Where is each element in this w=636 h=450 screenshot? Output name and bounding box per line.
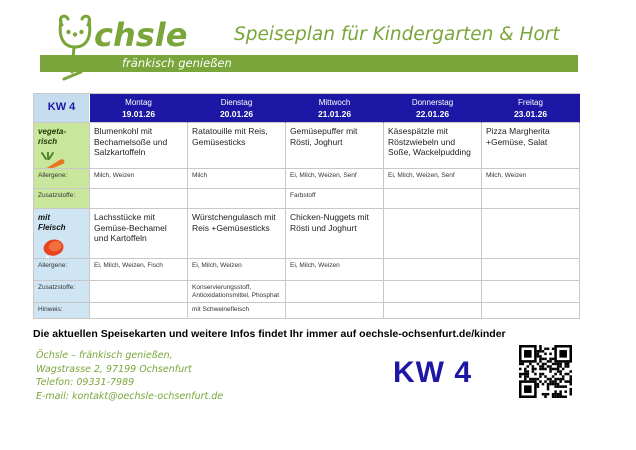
- allergene-cell-1-2: Ei, Milch, Weizen: [286, 259, 384, 281]
- zusatzstoffe-cell-0-1: [188, 189, 286, 209]
- day-header-montag: [90, 94, 188, 123]
- meal-cell-1-1: Würstchengulasch mit Reis +Gemüsesticks: [188, 209, 286, 259]
- hinweis-cell-1-0: [90, 303, 188, 319]
- zusatzstoffe-cell-1-2: [286, 281, 384, 303]
- footer-info-line: Die aktuellen Speisekarten und weitere Infos findet Ihr immer auf oechsle-ochsenfurt.de/kinder: [33, 328, 506, 340]
- day-date: 21.01.26: [317, 109, 352, 119]
- zusatzstoffe-cell-0-4: [482, 189, 580, 209]
- day-name: Montag: [125, 98, 152, 107]
- zusatzstoffe-cell-1-4: [482, 281, 580, 303]
- section-label-1: [34, 209, 90, 259]
- allergene-cell-1-4: [482, 259, 580, 281]
- day-date: 22.01.26: [415, 109, 450, 119]
- day-header-dienstag: [188, 94, 286, 123]
- hinweis-cell-1-4: [482, 303, 580, 319]
- allergene-cell-0-4: Milch, Weizen: [482, 169, 580, 189]
- allergene-label-1: Allergene:: [34, 259, 90, 281]
- contact-block: [36, 349, 223, 403]
- zusatzstoffe-cell-0-0: [90, 189, 188, 209]
- day-date: 20.01.26: [219, 109, 254, 119]
- day-header-freitag: [482, 94, 580, 123]
- meal-cell-0-4: Pizza Margherita +Gemüse, Salat: [482, 123, 580, 169]
- contact-line-email: E-mail: kontakt@oechsle-ochsenfurt.de: [36, 390, 224, 402]
- zusatzstoffe-label-1: Zusatzstoffe:: [34, 281, 90, 303]
- week-banner: KW 4: [393, 356, 472, 389]
- contact-line-phone: Telefon: 09331-7989: [36, 377, 135, 388]
- meat-icon: [38, 238, 85, 259]
- zusatzstoffe-cell-0-3: [384, 189, 482, 209]
- day-date: 19.01.26: [121, 109, 156, 119]
- meal-cell-0-1: Ratatouille mit Reis, Gemüsesticks: [188, 123, 286, 169]
- zusatzstoffe-cell-1-0: [90, 281, 188, 303]
- allergene-label-0: Allergene:: [34, 169, 90, 189]
- day-header-donnerstag: [384, 94, 482, 123]
- day-name: Mittwoch: [318, 98, 351, 107]
- allergene-cell-0-3: Ei, Milch, Weizen, Senf: [384, 169, 482, 189]
- zusatzstoffe-cell-1-3: [384, 281, 482, 303]
- day-header-mittwoch: [286, 94, 384, 123]
- allergene-cell-0-2: Ei, Milch, Weizen, Senf: [286, 169, 384, 189]
- brand-tagline: fränkisch genießen: [122, 56, 232, 70]
- logo-ox-glass-icon: [52, 12, 98, 89]
- section-label-text: mit Fleisch: [38, 213, 66, 232]
- allergene-cell-0-1: Milch: [188, 169, 286, 189]
- menu-table: [33, 93, 580, 319]
- zusatzstoffe-label-0: Zusatzstoffe:: [34, 189, 90, 209]
- qr-code: [519, 345, 572, 398]
- hinweis-cell-1-2: [286, 303, 384, 319]
- contact-line-name: Öchsle – fränkisch genießen,: [36, 350, 173, 361]
- week-cell: KW 4: [34, 94, 90, 123]
- zusatzstoffe-cell-0-2: Farbstoff: [286, 189, 384, 209]
- brand-band: [40, 55, 578, 72]
- meal-cell-1-2: Chicken-Nuggets mit Rösti und Joghurt: [286, 209, 384, 259]
- meal-cell-0-0: Blumenkohl mit Bechamelsoße und Salzkartoffeln: [90, 123, 188, 169]
- meal-cell-1-3: [384, 209, 482, 259]
- meal-cell-1-4: [482, 209, 580, 259]
- day-name: Dienstag: [220, 98, 253, 107]
- hinweis-cell-1-1: mit Schweinefleisch: [188, 303, 286, 319]
- contact-line-address: Wagstrasse 2, 97199 Ochsenfurt: [36, 363, 192, 375]
- meal-cell-0-3: Käsespätzle mit Röstzwiebeln und Soße, Wackelpudding: [384, 123, 482, 169]
- meal-cell-1-0: Lachsstücke mit Gemüse-Bechamel und Kartoffeln: [90, 209, 188, 259]
- day-name: Donnerstag: [411, 98, 454, 107]
- hinweis-cell-1-3: [384, 303, 482, 319]
- allergene-cell-1-0: Ei, Milch, Weizen, Fisch: [90, 259, 188, 281]
- meal-cell-0-2: Gemüsepuffer mit Rösti, Joghurt: [286, 123, 384, 169]
- logo-text: chsle: [94, 16, 188, 54]
- allergene-cell-1-1: Ei, Milch, Weizen: [188, 259, 286, 281]
- allergene-cell-0-0: Milch, Weizen: [90, 169, 188, 189]
- day-name: Freitag: [518, 98, 543, 107]
- section-label-text: vegeta- risch: [38, 127, 67, 146]
- zusatzstoffe-cell-1-1: Konservierungsstoff, Antioxidationsmittel, Phosphat: [188, 281, 286, 303]
- hinweis-label-1: Hinweis:: [34, 303, 90, 319]
- carrot-icon: [38, 152, 85, 169]
- allergene-cell-1-3: [384, 259, 482, 281]
- section-label-0: [34, 123, 90, 169]
- day-date: 23.01.26: [513, 109, 548, 119]
- page-title: Speiseplan für Kindergarten & Hort: [234, 24, 560, 45]
